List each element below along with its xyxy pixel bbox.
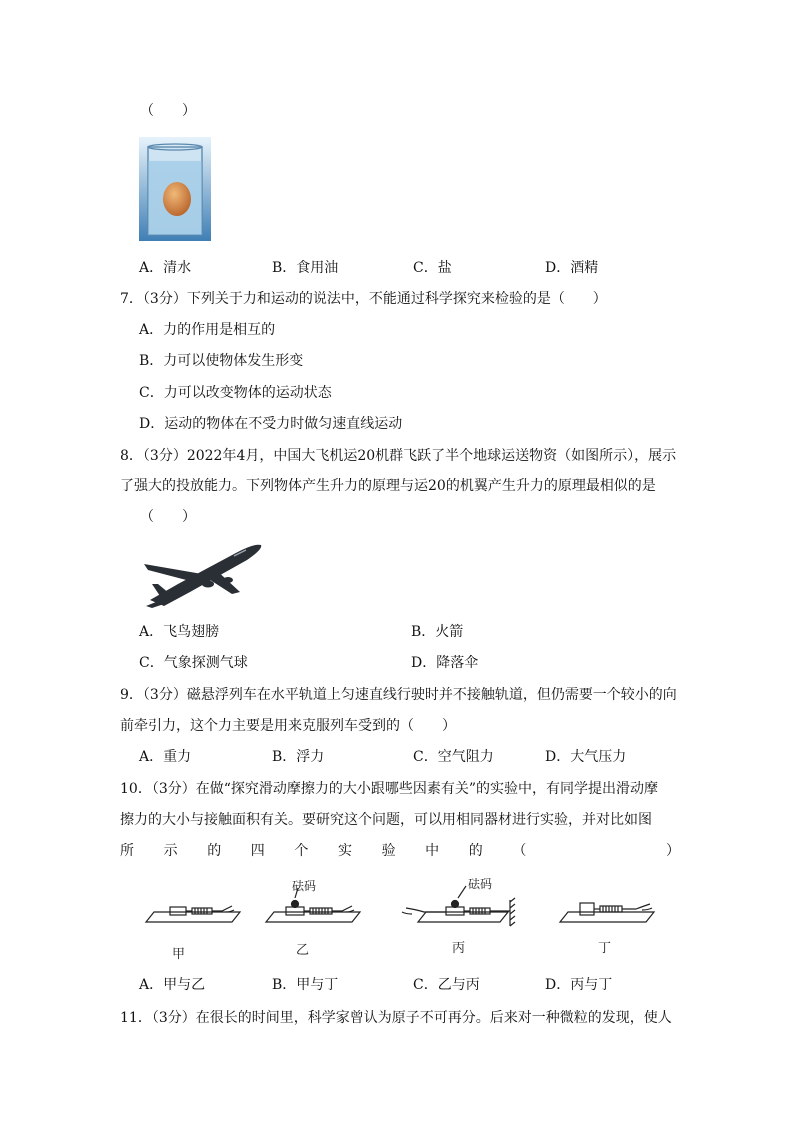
q10-line3-char: 个 (294, 843, 309, 859)
q10-line3-char: 验 (381, 843, 396, 859)
q9-option-a[interactable]: A．重力 (139, 749, 192, 765)
q10-option-a[interactable]: A．甲与乙 (139, 977, 206, 993)
q9-stem-line2: 前牵引力，这个力主要是用来克服列车受到的（ ） (120, 718, 456, 734)
q8-answer-paren: （ ） (140, 509, 196, 525)
q10-line3-char: 示 (163, 843, 178, 859)
weight-label-yi: 砝码 (292, 879, 317, 893)
q9-option-d[interactable]: D．大气压力 (545, 749, 627, 765)
setup-yi (266, 888, 360, 922)
q8-stem-line1: 8．（3分）2022年4月，中国大飞机运20机群飞跃了半个地球运送物资（如图所示），展示 (120, 448, 677, 464)
q10-stem-line1: 10．（3分）在做“探究滑动摩擦力的大小跟哪些因素有关”的实验中，有同学提出滑动摩 (120, 781, 659, 797)
figure-label-bing: 丙 (452, 941, 466, 956)
q8-option-d[interactable]: D．降落伞 (411, 655, 479, 671)
q8-option-c[interactable]: C．气象探测气球 (139, 655, 248, 671)
q8-option-a[interactable]: A．飞鸟翅膀 (139, 624, 220, 640)
figure-label-ding: 丁 (598, 941, 612, 956)
q6-option-a[interactable]: A．清水 (139, 260, 192, 276)
q10-line3-char: 的 (207, 843, 222, 859)
q7-stem: 7．（3分）下列关于力和运动的说法中，不能通过科学探究来检验的是（ ） (120, 291, 607, 307)
friction-experiment-figure (140, 872, 700, 964)
q10-option-d[interactable]: D．丙与丁 (545, 977, 613, 993)
q6-option-d[interactable]: D．酒精 (545, 260, 599, 276)
q10-option-c[interactable]: C．乙与丙 (413, 977, 480, 993)
figure-label-yi: 乙 (296, 943, 310, 958)
q7-option-b[interactable]: B．力可以使物体发生形变 (139, 353, 304, 369)
setup-bing (402, 886, 515, 926)
q10-stem-line2: 擦力的大小与接触面积有关。要研究这个问题，可以用相同器材进行实验，并对比如图 (120, 812, 652, 828)
q6-answer-paren: （ ） (140, 103, 196, 119)
q9-option-b[interactable]: B．浮力 (272, 749, 325, 765)
q10-option-b[interactable]: B．甲与丁 (272, 977, 339, 993)
q11-stem-line1: 11．（3分）在很长的时间里，科学家曾认为原子不可再分。后来对一种微粒的发现，使人 (120, 1010, 672, 1026)
q8-stem-line2: 了强大的投放能力。下列物体产生升力的原理与运20的机翼产生升力的原理最相似的是 (120, 478, 656, 494)
q10-line3-char: （ (512, 843, 527, 859)
q10-stem-line3 (120, 841, 680, 861)
setup-ding (560, 903, 654, 922)
q7-option-c[interactable]: C．力可以改变物体的运动状态 (139, 385, 332, 401)
q9-stem-line1: 9．（3分）磁悬浮列车在水平轨道上匀速直线行驶时并不接触轨道，但仍需要一个较小的向 (120, 687, 677, 703)
q6-option-c[interactable]: C．盐 (413, 260, 452, 276)
q6-option-b[interactable]: B．食用油 (272, 260, 339, 276)
q10-line3-char: 实 (337, 843, 352, 859)
figure-label-jia: 甲 (172, 947, 186, 962)
q10-line3-char: 所 (120, 843, 134, 859)
q8-option-b[interactable]: B．火箭 (411, 624, 464, 640)
airplane-image (142, 540, 266, 610)
q7-option-d[interactable]: D．运动的物体在不受力时做匀速直线运动 (139, 416, 403, 432)
weight-label-bing: 砝码 (468, 877, 493, 891)
q10-line3-char: 的 (468, 843, 483, 859)
setup-jia (146, 906, 240, 922)
q7-option-a[interactable]: A．力的作用是相互的 (139, 322, 276, 338)
q10-line3-char: ） (665, 843, 680, 859)
q10-line3-char: 中 (425, 843, 440, 859)
q9-option-c[interactable]: C．空气阻力 (413, 749, 494, 765)
q10-line3-char: 四 (250, 843, 265, 859)
beaker-egg-image (139, 137, 211, 241)
